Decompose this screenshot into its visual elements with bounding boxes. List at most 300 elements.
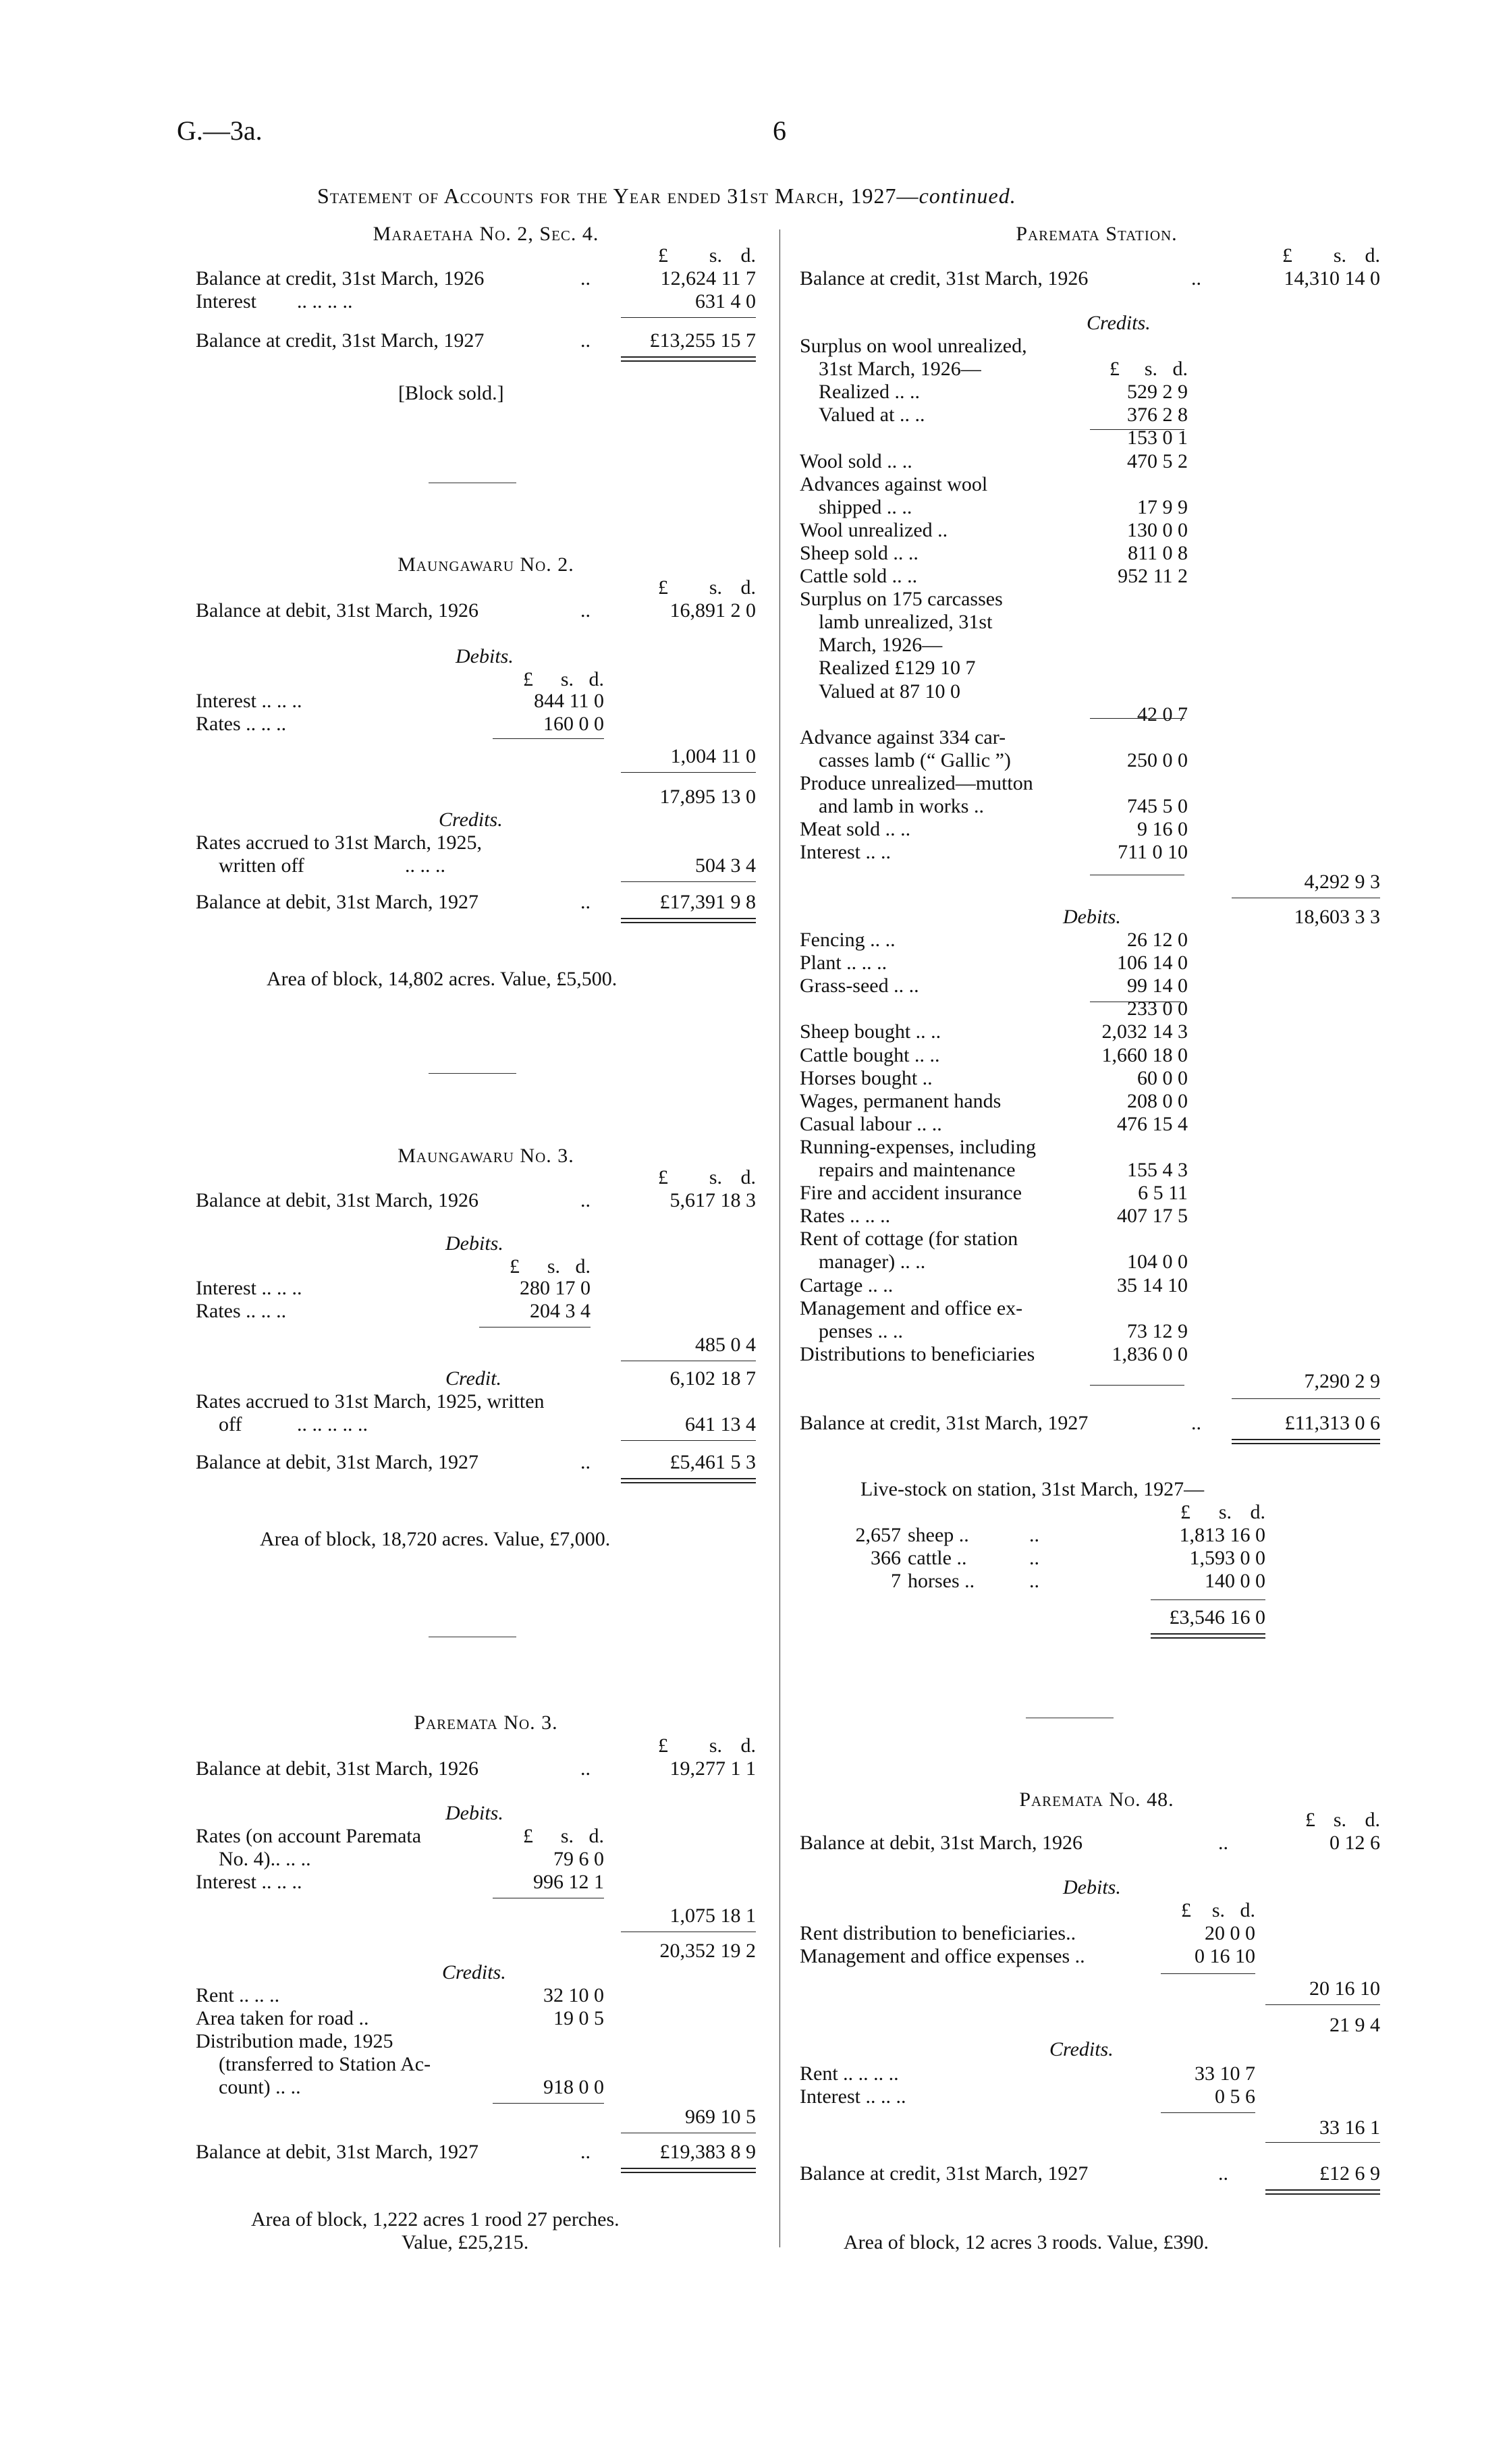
paremata48-credits-heading: Credits. (1049, 2038, 1114, 2060)
page-title (317, 184, 1016, 209)
paremata3-debit-line (196, 1825, 776, 1848)
row-amount: 233 0 0 (1127, 997, 1188, 1020)
paremata3-opening-row (196, 1757, 776, 1780)
title-continued: continued. (919, 184, 1016, 208)
station-credit-row (800, 519, 1394, 542)
maungawaru2-opening-row (196, 599, 776, 622)
row-dots: .. (580, 1451, 591, 1473)
maungawaru2-debits-heading: Debits. (456, 645, 514, 667)
station-credit-row (800, 657, 1394, 680)
pound-sign: £ (658, 244, 668, 267)
row-amount: 711 0 10 (1118, 841, 1188, 864)
row-amount: 1,813 16 0 (1179, 1524, 1265, 1546)
station-debits-total-row (800, 1370, 1394, 1393)
row-label: Rates .. .. .. (196, 713, 287, 735)
sum-rule (1232, 1398, 1380, 1399)
maraetaha-interest-row (196, 290, 776, 313)
paremata48-debit-units (800, 1899, 1394, 1922)
station-credit-row (800, 542, 1394, 565)
row-label: Running-expenses, including (800, 1135, 1036, 1158)
row-amount: 104 0 0 (1127, 1251, 1188, 1274)
station-debit-row (800, 1205, 1394, 1228)
row-dots: .. (1218, 1832, 1228, 1854)
shilling-label: s. (547, 1255, 560, 1278)
row-amount: 844 11 0 (534, 690, 604, 712)
pound-sign: £ (1180, 1501, 1190, 1523)
row-label: Grass-seed .. .. (800, 975, 919, 997)
row-label: Sheep sold .. .. (800, 541, 919, 564)
row-label: Fencing .. .. (800, 929, 896, 951)
row-amount: 250 0 0 (1127, 748, 1188, 771)
row-label: and lamb in works .. (819, 795, 984, 817)
station-debit-row (800, 1113, 1394, 1136)
shilling-label: s. (1218, 1501, 1232, 1523)
livestock-heading: Live-stock on station, 31st March, 1927— (860, 1478, 1205, 1500)
station-debit-row (800, 1090, 1394, 1113)
row-label: Rates accrued to 31st March, 1925, (196, 831, 483, 854)
row-dots: .. (1029, 1547, 1039, 1569)
paremata48-debits-total-row (800, 1977, 1394, 2000)
row-label: manager) .. .. (819, 1251, 926, 1274)
row-amount: 0 16 10 (1195, 1945, 1255, 1967)
row-dots: .. (580, 1757, 591, 1780)
row-amount: 26 12 0 (1127, 929, 1188, 951)
paremata48-credit-row (800, 2085, 1394, 2108)
maraetaha-heading: Maraetaha No. 2, Sec. 4. (373, 223, 599, 245)
shilling-label: s. (709, 576, 722, 599)
paremata48-debits-heading: Debits. (1063, 1876, 1121, 1898)
total-double-rule (621, 1478, 756, 1483)
row-amount: 160 0 0 (543, 713, 604, 735)
pence-label: d. (1365, 1809, 1380, 1831)
row-amount: 1,593 0 0 (1189, 1547, 1265, 1569)
station-credit-row (800, 473, 1394, 496)
row-label: Rent .. .. .. .. (800, 2062, 899, 2085)
row-dots: .. (580, 599, 591, 622)
maungawaru3-opening-row (196, 1189, 776, 1212)
row-label: Balance at debit, 31st March, 1926 (800, 1832, 1083, 1854)
row-label: (transferred to Station Ac- (219, 2053, 431, 2075)
row-dots: .. (1029, 1524, 1039, 1546)
livestock-total-row (800, 1606, 1394, 1629)
row-amount: 4,292 9 3 (1304, 871, 1380, 893)
row-amount: 2,032 14 3 (1101, 1020, 1188, 1043)
station-credit-units (800, 358, 1394, 381)
maungawaru3-area: Area of block, 18,720 acres. Value, £7,000. (260, 1528, 611, 1550)
station-credit-row (800, 450, 1394, 473)
row-amount: 20 0 0 (1205, 1922, 1255, 1944)
row-label: Interest .. .. .. (196, 690, 302, 712)
row-label: Balance at credit, 31st March, 1927 (196, 329, 485, 352)
row-label: count) .. .. (219, 2076, 301, 2098)
pence-label: d. (740, 1734, 756, 1757)
row-label: Sheep bought .. .. (800, 1020, 941, 1043)
sum-rule (1265, 2142, 1380, 2143)
pound-sign: £ (510, 1255, 520, 1278)
row-amount: 504 3 4 (695, 854, 756, 877)
row-amount: 1,660 18 0 (1101, 1043, 1188, 1066)
paremata48-opening-row (800, 1832, 1394, 1855)
block-sold-note: [Block sold.] (398, 382, 504, 404)
station-credit-row (800, 565, 1394, 588)
sum-rule (621, 317, 756, 318)
row-label: Advance against 334 car- (800, 725, 1006, 748)
livestock-count: 2,657 (855, 1524, 901, 1546)
paremata3-debit-line (196, 1848, 776, 1871)
row-dots: .. (1191, 1412, 1201, 1434)
maungawaru3-units (196, 1166, 776, 1189)
row-amount: 33 10 7 (1195, 2062, 1255, 2085)
paremata3-debit-line (196, 1871, 776, 1894)
maungawaru2-credits-heading: Credits. (439, 809, 503, 831)
row-label: Distributions to beneficiaries (800, 1342, 1035, 1365)
maungawaru2-debit-units (196, 668, 776, 691)
paremata48-heading: Paremata No. 48. (1019, 1788, 1174, 1811)
station-debit-row (800, 1251, 1394, 1274)
row-label: Interest .. .. .. (800, 2085, 906, 2108)
row-amount: 745 5 0 (1127, 795, 1188, 817)
pound-sign: £ (523, 668, 533, 690)
shilling-label: s. (1211, 1899, 1225, 1921)
pence-label: d. (740, 244, 756, 267)
livestock-kind: horses .. (908, 1570, 975, 1592)
shilling-label: s. (560, 668, 574, 690)
row-amount: 130 0 0 (1127, 518, 1188, 541)
row-dots: .. .. .. .. (297, 290, 353, 312)
row-label: Meat sold .. .. (800, 818, 911, 841)
station-credit-row (800, 496, 1394, 519)
maungawaru3-credit-heading: Credit. (445, 1367, 502, 1390)
row-amount: 7,290 2 9 (1304, 1370, 1380, 1392)
livestock-count: 366 (871, 1547, 901, 1569)
station-credit-row (800, 795, 1394, 818)
livestock-kind: cattle .. (908, 1547, 967, 1569)
maungawaru2-subtotal-row (196, 786, 776, 809)
row-amount: £3,546 16 0 (1169, 1606, 1265, 1628)
pence-label: d. (588, 1825, 604, 1847)
row-amount: 19 0 5 (553, 2007, 604, 2029)
row-amount: 485 0 4 (695, 1334, 756, 1356)
station-credits-total-row (800, 871, 1394, 894)
row-label: Interest .. .. .. (196, 1277, 302, 1299)
row-dots: .. (580, 1189, 591, 1211)
station-debit-row (800, 1228, 1394, 1251)
row-amount: 153 0 1 (1127, 427, 1188, 449)
paremata3-closing-row (196, 2141, 776, 2164)
station-debit-row (800, 1044, 1394, 1067)
row-amount: 811 0 8 (1128, 541, 1188, 564)
paremata48-closing-row (800, 2162, 1394, 2185)
station-credit-row (800, 772, 1394, 795)
shilling-label: s. (1333, 1809, 1346, 1831)
row-amount: 14,310 14 0 (1284, 267, 1380, 290)
row-amount: 1,075 18 1 (669, 1905, 756, 1927)
row-amount: 17 9 9 (1137, 495, 1188, 518)
paremata3-value: Value, £25,215. (402, 2231, 529, 2253)
station-credits-heading: Credits. (1087, 312, 1151, 334)
station-debit-row (800, 1067, 1394, 1090)
row-label: lamb unrealized, 31st (819, 611, 993, 634)
maungawaru2-credit-line (196, 854, 776, 877)
row-label: Valued at 87 10 0 (819, 680, 960, 703)
shilling-label: s. (560, 1825, 574, 1847)
row-label: Management and office ex- (800, 1296, 1023, 1319)
maungawaru2-units (196, 576, 776, 599)
row-amount: 0 5 6 (1215, 2085, 1255, 2108)
maraetaha-units (196, 244, 776, 267)
paremata48-debit-row (800, 1922, 1394, 1945)
station-debit-row (800, 1320, 1394, 1343)
maraetaha-opening-row (196, 267, 776, 290)
row-label: Produce unrealized—mutton (800, 771, 1033, 794)
paremata3-subtotal-row (196, 1940, 776, 1963)
pence-label: d. (1240, 1899, 1255, 1921)
row-label: No. 4).. .. .. (219, 1848, 311, 1870)
row-amount: £17,391 9 8 (659, 891, 756, 913)
station-credit-row (800, 680, 1394, 703)
row-amount: 631 4 0 (695, 290, 756, 312)
row-amount: 6,102 18 7 (669, 1367, 756, 1390)
pound-sign: £ (1181, 1899, 1191, 1921)
row-amount: 140 0 0 (1205, 1570, 1265, 1592)
row-amount: 918 0 0 (543, 2076, 604, 2098)
station-heading: Paremata Station. (1016, 223, 1178, 245)
paremata3-credit-row (196, 1984, 776, 2007)
paremata3-credit-row (196, 2007, 776, 2030)
station-credit-row (800, 703, 1394, 726)
row-label: Balance at credit, 31st March, 1926 (196, 267, 485, 290)
paremata3-debits-total-row (196, 1905, 776, 1927)
row-label: Cartage .. .. (800, 1274, 894, 1296)
row-amount: £13,255 15 7 (649, 329, 756, 352)
row-amount: 20 16 10 (1309, 1977, 1380, 2000)
livestock-count: 7 (891, 1570, 901, 1592)
row-amount: 20,352 19 2 (659, 1940, 756, 1962)
maungawaru2-closing-row (196, 891, 776, 914)
row-amount: 476 15 4 (1117, 1112, 1188, 1135)
paremata48-debit-row (800, 1945, 1394, 1968)
station-debit-row (800, 1020, 1394, 1043)
sum-rule (621, 881, 756, 882)
paremata3-credits-heading: Credits. (442, 1961, 506, 1983)
sum-rule (493, 738, 604, 739)
row-amount: 996 12 1 (533, 1871, 604, 1893)
maungawaru2-debit-row (196, 690, 776, 713)
maungawaru3-debit-row (196, 1300, 776, 1323)
pence-label: d. (1365, 244, 1380, 267)
row-label: Wool sold .. .. (800, 449, 912, 472)
row-dots: .. .. .. (405, 854, 445, 877)
paremata3-debits-heading: Debits. (445, 1802, 503, 1824)
livestock-row (800, 1524, 1394, 1547)
sum-rule (1090, 718, 1184, 719)
sum-rule (1090, 429, 1184, 430)
row-label: Fire and accident insurance (800, 1182, 1022, 1205)
row-label: Casual labour .. .. (800, 1112, 942, 1135)
row-dots: .. (580, 329, 591, 352)
row-label: Rates (on account Paremata (196, 1825, 422, 1847)
station-debit-row (800, 975, 1394, 997)
paremata48-credit-row (800, 2062, 1394, 2085)
pound-sign: £ (658, 1166, 668, 1188)
row-amount: 17,895 13 0 (659, 786, 756, 808)
row-label: Rent .. .. .. (196, 1984, 280, 2006)
row-dots: .. (580, 267, 591, 290)
row-label: Balance at debit, 31st March, 1927 (196, 891, 479, 913)
row-label: Rates .. .. .. (800, 1205, 891, 1228)
row-amount: 204 3 4 (530, 1300, 591, 1322)
maungawaru3-debit-row (196, 1277, 776, 1300)
row-amount: 32 10 0 (543, 1984, 604, 2006)
pence-label: d. (740, 576, 756, 599)
total-double-rule (621, 356, 756, 362)
row-dots: .. (580, 891, 591, 913)
row-amount: 0 12 6 (1330, 1832, 1380, 1854)
row-amount: £5,461 5 3 (669, 1451, 756, 1473)
row-amount: 969 10 5 (685, 2106, 756, 2128)
pence-label: d. (1250, 1501, 1265, 1523)
pence-label: d. (1172, 358, 1188, 380)
maungawaru3-debit-units (196, 1255, 776, 1278)
station-debit-row (800, 1343, 1394, 1366)
row-label: Surplus on wool unrealized, (800, 335, 1027, 357)
row-dots: .. (1029, 1570, 1039, 1592)
station-credit-row (800, 335, 1394, 358)
maungawaru3-closing-row (196, 1451, 776, 1474)
row-amount: 18,603 3 3 (1294, 906, 1380, 928)
row-amount: 208 0 0 (1127, 1089, 1188, 1112)
station-credit-row (800, 381, 1394, 404)
paremata3-credit-row (196, 2053, 776, 2076)
sum-rule (1161, 2112, 1255, 2113)
sum-rule (1151, 1599, 1265, 1600)
maungawaru3-credit-line (196, 1390, 776, 1413)
row-label: Rent distribution to beneficiaries.. (800, 1922, 1076, 1944)
row-label: Cattle bought .. .. (800, 1043, 940, 1066)
row-label: Surplus on 175 carcasses (800, 588, 1003, 611)
station-debits-heading: Debits. (1063, 906, 1121, 928)
shilling-label: s. (709, 1166, 722, 1188)
livestock-row (800, 1570, 1394, 1593)
station-credit-row (800, 726, 1394, 749)
row-amount: 16,891 2 0 (669, 599, 756, 622)
pence-label: d. (740, 1166, 756, 1188)
row-label: Balance at credit, 31st March, 1927 (800, 1412, 1089, 1434)
row-label: Area taken for road .. (196, 2007, 369, 2029)
pence-label: d. (588, 668, 604, 690)
row-amount: 155 4 3 (1127, 1159, 1188, 1181)
row-label: Balance at debit, 31st March, 1926 (196, 599, 479, 622)
row-label: Balance at debit, 31st March, 1926 (196, 1757, 479, 1780)
row-amount: 60 0 0 (1137, 1066, 1188, 1089)
pound-sign: £ (658, 1734, 668, 1757)
livestock-kind: sheep .. (908, 1524, 969, 1546)
row-amount: 42 0 7 (1137, 703, 1188, 725)
row-amount: 35 14 10 (1117, 1274, 1188, 1296)
row-amount: 1,836 0 0 (1112, 1342, 1188, 1365)
maungawaru2-debits-total-row (196, 745, 776, 768)
row-label: Plant .. .. .. (800, 952, 887, 975)
shilling-label: s. (1144, 358, 1157, 380)
row-label: written off (219, 854, 304, 877)
station-debit-row (800, 929, 1394, 952)
row-label: Realized .. .. (819, 381, 920, 404)
row-label: Balance at debit, 31st March, 1926 (196, 1189, 479, 1211)
paremata3-units (196, 1734, 776, 1757)
row-label: Interest .. .. .. (196, 1871, 302, 1893)
row-label: Interest (196, 290, 256, 312)
maungawaru2-area: Area of block, 14,802 acres. Value, £5,500. (267, 968, 618, 990)
paremata48-credits-total-row (800, 2116, 1394, 2139)
total-double-rule (1151, 1633, 1265, 1639)
row-label: Balance at debit, 31st March, 1927 (196, 1451, 479, 1473)
row-label: off (219, 1413, 242, 1435)
station-credit-row (800, 818, 1394, 841)
row-label: Rates accrued to 31st March, 1925, written (196, 1390, 545, 1413)
maungawaru2-credit-line (196, 831, 776, 854)
total-double-rule (1232, 1439, 1380, 1444)
row-label: Balance at credit, 31st March, 1926 (800, 267, 1089, 290)
station-debit-row (800, 1274, 1394, 1297)
station-debit-row (800, 1182, 1394, 1205)
maungawaru3-debits-total-row (196, 1334, 776, 1357)
row-amount: 529 2 9 (1127, 381, 1188, 404)
station-debit-row (800, 1297, 1394, 1320)
title-main: Statement of Accounts for the Year ended 31st March, 1927— (317, 184, 919, 208)
row-amount: 9 16 0 (1137, 818, 1188, 841)
row-label: shipped .. .. (819, 495, 912, 518)
station-credit-row (800, 634, 1394, 657)
paremata3-credit-row (196, 2030, 776, 2053)
row-label: Valued at .. .. (819, 404, 925, 427)
row-label: Realized £129 10 7 (819, 657, 976, 680)
row-amount: 1,004 11 0 (670, 745, 756, 767)
total-double-rule (621, 2168, 756, 2173)
maraetaha-closing-row (196, 329, 776, 352)
row-amount: 106 14 0 (1117, 952, 1188, 975)
pound-sign: £ (1282, 244, 1292, 267)
row-label: Cattle sold .. .. (800, 565, 918, 587)
station-subtotal-row (800, 906, 1394, 929)
pound-sign: £ (1109, 358, 1120, 380)
row-dots: .. .. .. .. .. (297, 1413, 368, 1435)
station-debit-row (800, 1159, 1394, 1182)
row-label: penses .. .. (819, 1319, 903, 1342)
shilling-label: s. (709, 244, 722, 267)
pence-label: d. (575, 1255, 591, 1278)
page-number: 6 (773, 115, 786, 146)
shilling-label: s. (709, 1734, 722, 1757)
row-amount: 21 9 4 (1330, 2014, 1380, 2036)
row-amount: £12 6 9 (1319, 2162, 1380, 2185)
row-label: Rent of cottage (for station (800, 1228, 1018, 1251)
total-double-rule (1265, 2189, 1380, 2195)
row-dots: .. (1191, 267, 1201, 290)
pound-sign: £ (658, 576, 668, 599)
paremata3-heading: Paremata No. 3. (414, 1712, 558, 1734)
sum-rule (1161, 1973, 1255, 1974)
row-amount: 12,624 11 7 (660, 267, 756, 290)
row-dots: .. (1218, 2162, 1228, 2185)
row-amount: 280 17 0 (520, 1277, 591, 1299)
row-amount: 6 5 11 (1138, 1182, 1188, 1205)
station-credit-row (800, 404, 1394, 427)
row-label: Advances against wool (800, 472, 988, 495)
row-label: Wool unrealized .. (800, 518, 948, 541)
paremata48-area: Area of block, 12 acres 3 roods. Value, £390. (844, 2231, 1209, 2253)
station-credit-row (800, 841, 1394, 864)
paremata48-units (800, 1809, 1394, 1832)
